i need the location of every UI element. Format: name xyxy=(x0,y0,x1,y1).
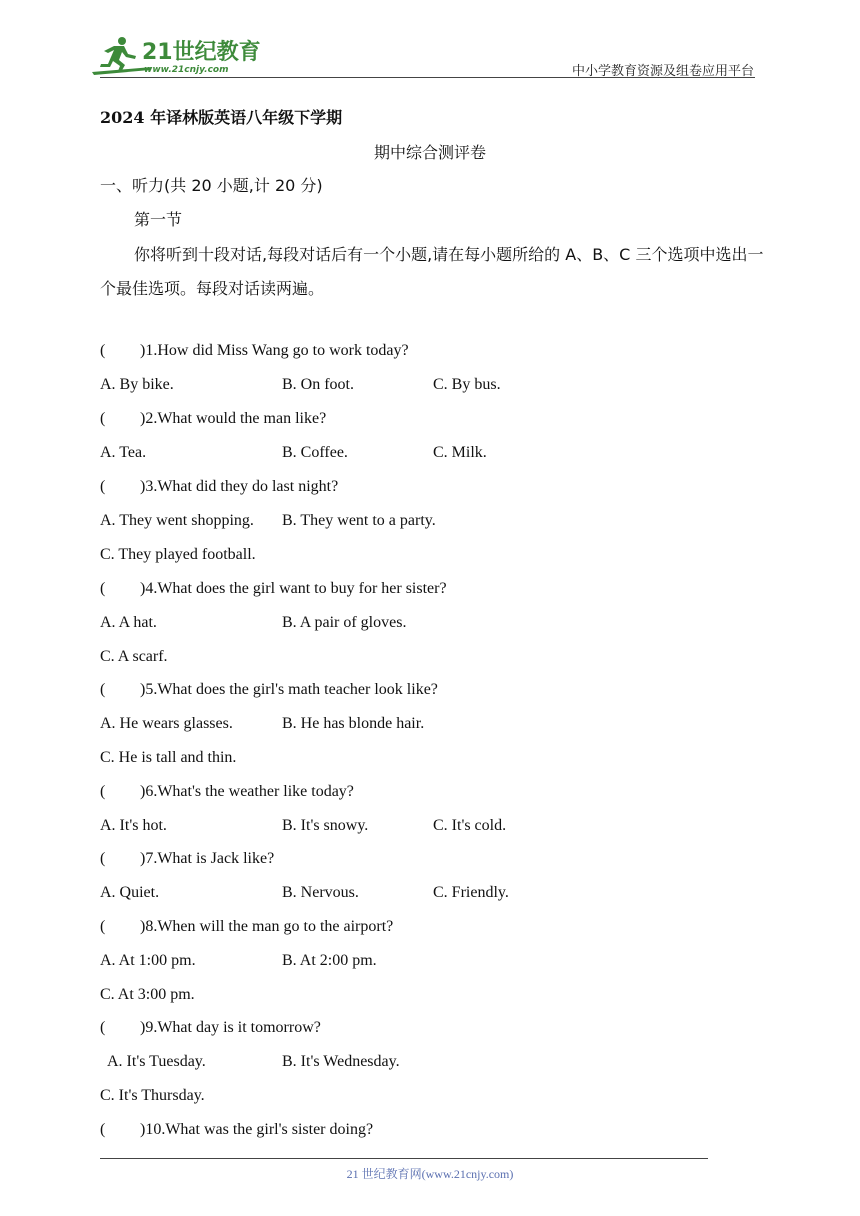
q6-option-c: C. It's cold. xyxy=(433,817,507,834)
q3-option-c: C. They played football. xyxy=(100,546,256,563)
document-title: 2024 年译林版英语八年级下学期 xyxy=(100,108,343,127)
q3-option-a: A. They went shopping. xyxy=(100,512,254,529)
q1-option-c: C. By bus. xyxy=(433,376,501,393)
site-logo[interactable] xyxy=(92,34,262,76)
question-4: ( )4.What does the girl want to buy for her sister? xyxy=(100,580,447,597)
q2-option-c: C. Milk. xyxy=(433,444,487,461)
q2-option-a: A. Tea. xyxy=(100,444,147,461)
section-heading: 一、听力(共 20 小题,计 20 分) xyxy=(100,176,323,195)
q5-option-c: C. He is tall and thin. xyxy=(100,749,237,766)
footer-link[interactable]: 21 世纪教育网(www.21cnjy.com) xyxy=(346,1167,514,1181)
q8-option-b: B. At 2:00 pm. xyxy=(282,952,377,969)
q7-option-c: C. Friendly. xyxy=(433,884,509,901)
q2-option-b: B. Coffee. xyxy=(282,444,348,461)
q4-option-b: B. A pair of gloves. xyxy=(282,614,407,631)
runner-logo-icon xyxy=(92,34,262,76)
q4-option-c: C. A scarf. xyxy=(100,648,168,665)
q9-option-b: B. It's Wednesday. xyxy=(282,1053,400,1070)
question-9: ( )9.What day is it tomorrow? xyxy=(100,1019,321,1036)
question-7: ( )7.What is Jack like? xyxy=(100,850,275,867)
q3-option-b: B. They went to a party. xyxy=(282,512,436,529)
q1-option-b: B. On foot. xyxy=(282,376,354,393)
logo-url: www.21cnjy.com xyxy=(144,65,229,75)
q4-option-a: A. A hat. xyxy=(100,614,157,631)
question-10: ( )10.What was the girl's sister doing? xyxy=(100,1121,374,1138)
q1-option-a: A. By bike. xyxy=(100,376,174,393)
q8-option-c: C. At 3:00 pm. xyxy=(100,986,195,1003)
question-5: ( )5.What does the girl's math teacher look like? xyxy=(100,681,438,698)
q5-option-b: B. He has blonde hair. xyxy=(282,715,425,732)
part-heading: 第一节 xyxy=(134,210,183,229)
question-3: ( )3.What did they do last night? xyxy=(100,478,339,495)
question-8: ( )8.When will the man go to the airport? xyxy=(100,918,394,935)
q9-option-a: A. It's Tuesday. xyxy=(107,1053,206,1070)
q9-option-c: C. It's Thursday. xyxy=(100,1087,205,1104)
question-6: ( )6.What's the weather like today? xyxy=(100,783,354,800)
logo-text: 21世纪教育 xyxy=(142,40,261,65)
page-header xyxy=(0,0,860,80)
document-subtitle: 期中综合测评卷 xyxy=(373,143,486,162)
header-slogan: 中小学教育资源及组卷应用平台 xyxy=(571,64,754,79)
q8-option-a: A. At 1:00 pm. xyxy=(100,952,196,969)
q5-option-a: A. He wears glasses. xyxy=(100,715,233,732)
q6-option-a: A. It's hot. xyxy=(100,817,167,834)
header-divider xyxy=(100,77,755,78)
question-1: ( )1.How did Miss Wang go to work today? xyxy=(100,342,409,359)
question-2: ( )2.What would the man like? xyxy=(100,410,327,427)
footer-divider xyxy=(100,1158,708,1159)
q6-option-b: B. It's snowy. xyxy=(282,817,369,834)
q7-option-b: B. Nervous. xyxy=(282,884,359,901)
q7-option-a: A. Quiet. xyxy=(100,884,160,901)
instructions: 你将听到十段对话,每段对话后有一个小题,请在每小题所给的 A、B、C 三个选项中选出一个最佳选项。每段对话读两遍。 xyxy=(100,245,764,298)
